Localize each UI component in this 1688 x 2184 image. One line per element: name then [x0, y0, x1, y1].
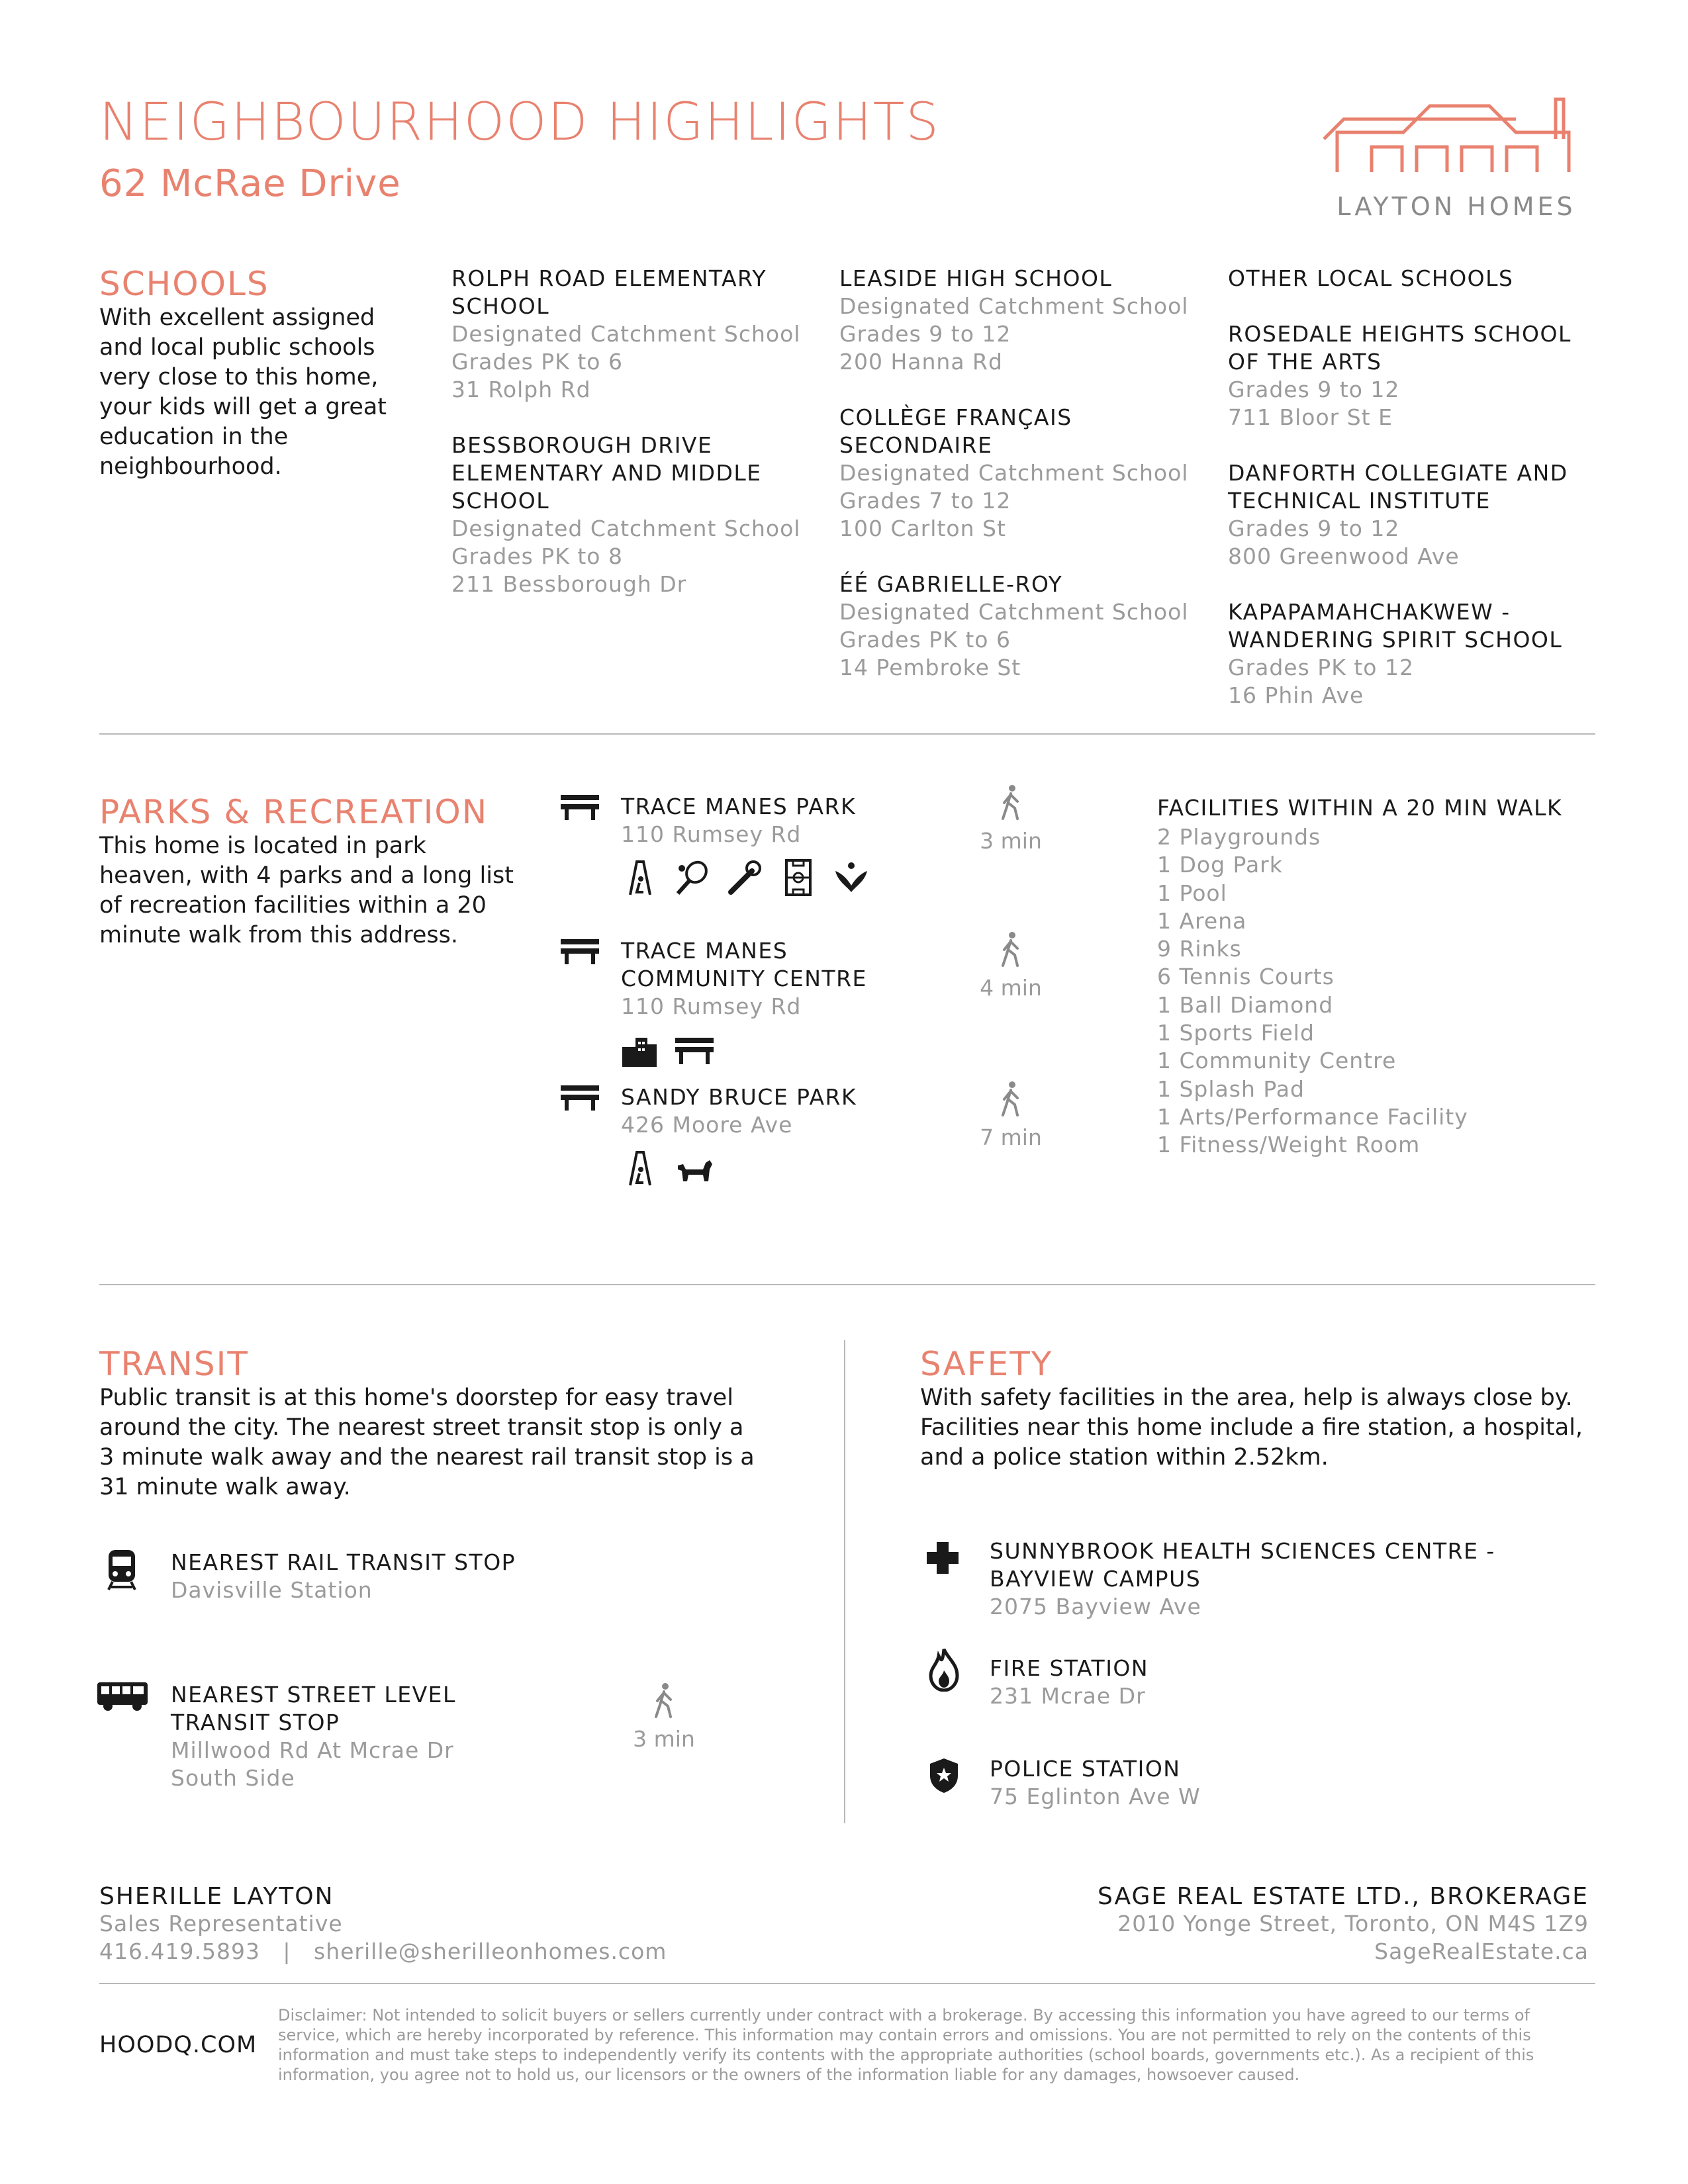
agent-phone[interactable]: 416.419.5893 — [99, 1938, 260, 1964]
school-entry — [1228, 459, 1599, 570]
agent-name: SHERILLE LAYTON — [99, 1883, 334, 1910]
park-address: 110 Rumsey Rd — [621, 821, 802, 847]
school-name: LEASIDE HIGH SCHOOL — [839, 265, 1113, 291]
school-entry — [451, 432, 822, 598]
park-name: TRACE MANES COMMUNITY CENTRE — [621, 938, 867, 991]
safety-address: 75 Eglinton Ave W — [990, 1784, 1201, 1809]
safety-address: 2075 Bayview Ave — [990, 1594, 1201, 1619]
facility-item: 1 Arts/Performance Facility — [1157, 1103, 1468, 1130]
safety-name: SUNNYBROOK HEALTH SCIENCES CENTRE - BAYVIEW CAMPUS — [990, 1538, 1495, 1592]
brokerage-info — [1098, 1883, 1589, 1966]
safety-address: 231 Mcrae Dr — [990, 1683, 1146, 1709]
school-grades: Grades PK to 12 — [1228, 655, 1414, 680]
footer-divider — [99, 1983, 1595, 1984]
parks-heading: PARKS & RECREATION — [99, 793, 489, 831]
walk-time — [614, 1682, 714, 1752]
facility-item: 1 Splash Pad — [1157, 1075, 1305, 1102]
walk-time — [961, 784, 1060, 854]
schools-column-2 — [839, 265, 1210, 709]
park-name: SANDY BRUCE PARK — [621, 1084, 857, 1110]
brokerage-website[interactable]: SageRealEstate.ca — [1374, 1938, 1589, 1964]
facility-item: 1 Pool — [1157, 880, 1227, 906]
street-transit-title: NEAREST STREET LEVEL TRANSIT STOP — [171, 1682, 456, 1735]
other-schools-heading: OTHER LOCAL SCHOOLS — [1228, 265, 1514, 291]
school-type: Designated Catchment School — [839, 293, 1189, 319]
house-logo-icon — [1317, 93, 1595, 185]
park-bench-icon — [559, 1083, 600, 1112]
school-address: 711 Bloor St E — [1228, 404, 1393, 430]
safety-name: FIRE STATION — [990, 1655, 1149, 1681]
walking-person-icon — [998, 931, 1024, 968]
sports-field-icon — [780, 859, 817, 896]
facility-item: 1 Community Centre — [1157, 1048, 1397, 1074]
park-item — [621, 1083, 965, 1187]
facility-item: 6 Tennis Courts — [1157, 964, 1335, 990]
school-type: Designated Catchment School — [451, 516, 801, 541]
contact-separator: | — [267, 1938, 306, 1964]
school-address: 14 Pembroke St — [839, 655, 1021, 680]
park-name: TRACE MANES PARK — [621, 794, 857, 819]
park-address: 110 Rumsey Rd — [621, 993, 802, 1019]
walk-time-text: 7 min — [980, 1124, 1042, 1150]
school-entry — [1228, 320, 1599, 432]
school-name: ROSEDALE HEIGHTS SCHOOL OF THE ARTS — [1228, 321, 1571, 375]
playground-icon — [621, 859, 658, 896]
facility-item: 1 Ball Diamond — [1157, 991, 1334, 1018]
schools-column-1 — [451, 265, 822, 626]
disclaimer: Disclaimer: Not intended to solicit buyers or sellers currently under contract with a brokerage. By accessing this information you have agreed to our terms of service, which are hereby incorporated by reference. This information may contain errors and omissions. You are not permitted to rely on the contents of this information and must take steps to independently verify its contents with the appropriate authorities (school boards, governments etc.). As a recipient of this information, you agree not to hold us, our licensors or the owners of the information liable for any damages, howsoever caused. — [278, 2006, 1534, 2084]
school-address: 100 Carlton St — [839, 516, 1006, 541]
community-centre-icon — [621, 1031, 658, 1068]
school-name: COLLÈGE FRANÇAIS SECONDAIRE — [839, 404, 1072, 458]
school-name: ÉÉ GABRIELLE-ROY — [839, 571, 1063, 597]
fire-flame-icon — [928, 1648, 960, 1692]
school-grades: Grades 9 to 12 — [1228, 516, 1400, 541]
school-grades: Grades 7 to 12 — [839, 488, 1011, 514]
school-type: Designated Catchment School — [839, 599, 1189, 625]
school-name: KAPAPAMAHCHAKWEW - WANDERING SPIRIT SCHOOL — [1228, 599, 1563, 653]
school-address: 200 Hanna Rd — [839, 349, 1003, 375]
facility-item: 2 Playgrounds — [1157, 824, 1321, 850]
section-divider — [99, 1284, 1595, 1285]
school-address: 800 Greenwood Ave — [1228, 543, 1460, 569]
train-icon — [106, 1549, 138, 1591]
school-grades: Grades PK to 6 — [839, 627, 1011, 653]
street-transit-name: Millwood Rd At Mcrae Dr South Side — [171, 1737, 454, 1791]
facilities-heading: FACILITIES WITHIN A 20 MIN WALK — [1157, 795, 1563, 821]
park-amenities — [621, 1150, 965, 1187]
walking-person-icon — [998, 1081, 1024, 1118]
safety-item — [990, 1537, 1599, 1621]
school-entry — [839, 265, 1210, 376]
school-address: 31 Rolph Rd — [451, 377, 591, 402]
school-grades: Grades PK to 8 — [451, 543, 623, 569]
park-amenities — [621, 859, 965, 896]
facility-item: 1 Arena — [1157, 907, 1247, 934]
school-name: ROLPH ROAD ELEMENTARY SCHOOL — [451, 265, 767, 319]
school-address: 16 Phin Ave — [1228, 682, 1364, 708]
hospital-cross-icon — [925, 1541, 960, 1575]
park-bench-icon — [559, 936, 600, 966]
rail-transit — [171, 1549, 634, 1604]
walking-person-icon — [998, 784, 1024, 821]
splash-pad-icon — [833, 859, 870, 896]
brokerage-name: SAGE REAL ESTATE LTD., BROKERAGE — [1097, 1883, 1589, 1910]
facility-item: 1 Sports Field — [1157, 1020, 1315, 1046]
school-entry — [1228, 598, 1599, 709]
school-address: 211 Bessborough Dr — [451, 571, 687, 597]
school-type: Designated Catchment School — [451, 321, 801, 347]
safety-name: POLICE STATION — [990, 1756, 1181, 1782]
walk-time-text: 3 min — [980, 828, 1042, 854]
walk-time-text: 3 min — [633, 1726, 695, 1752]
walking-person-icon — [651, 1682, 677, 1719]
safety-item — [990, 1655, 1585, 1710]
park-item — [621, 937, 965, 1068]
brokerage-address: 2010 Yonge Street, Toronto, ON M4S 1Z9 — [1117, 1911, 1589, 1936]
facility-item: 1 Dog Park — [1157, 852, 1283, 878]
school-entry — [839, 570, 1210, 682]
playground-icon — [621, 1150, 658, 1187]
park-bench-icon — [674, 1031, 715, 1068]
park-bench-icon — [559, 792, 600, 821]
school-entry — [451, 265, 822, 404]
column-divider — [844, 1340, 845, 1823]
section-divider — [99, 733, 1595, 735]
safety-item — [990, 1755, 1585, 1811]
street-transit — [171, 1681, 515, 1792]
dog-park-icon — [674, 1150, 714, 1187]
agent-info — [99, 1883, 667, 1966]
agent-contact — [99, 1938, 667, 1966]
brand-logo — [1317, 93, 1595, 225]
park-address: 426 Moore Ave — [621, 1112, 793, 1138]
park-amenities — [621, 1031, 965, 1068]
agent-email[interactable]: sherille@sherilleonhomes.com — [314, 1938, 667, 1964]
walk-time — [961, 1081, 1060, 1150]
parks-intro: This home is located in park heaven, with 4 parks and a long list of recreation facilities within a 20 minute walk from this address. — [99, 833, 514, 948]
school-grades: Grades 9 to 12 — [1228, 377, 1400, 402]
logo-text: LAYTON HOMES — [1336, 192, 1576, 221]
school-entry — [839, 404, 1210, 543]
park-item — [621, 793, 965, 896]
facility-item: 1 Fitness/Weight Room — [1157, 1132, 1421, 1158]
safety-heading: SAFETY — [920, 1345, 1053, 1383]
school-grades: Grades PK to 6 — [451, 349, 623, 375]
school-name: BESSBOROUGH DRIVE ELEMENTARY AND MIDDLE SCHOOL — [451, 432, 762, 514]
walk-time-text: 4 min — [980, 975, 1042, 1001]
schools-column-3 — [1228, 265, 1599, 737]
property-address: 62 McRae Drive — [99, 162, 401, 205]
school-type: Designated Catchment School — [839, 460, 1189, 486]
safety-intro: With safety facilities in the area, help is always close by. Facilities near this home include a fire station, a hospital, and a police station within 2.52km. — [920, 1385, 1583, 1471]
facility-item: 9 Rinks — [1157, 936, 1242, 962]
hoodq-link[interactable]: HOODQ.COM — [99, 2032, 258, 2058]
rail-transit-title: NEAREST RAIL TRANSIT STOP — [171, 1549, 516, 1575]
schools-intro: With excellent assigned and local public schools very close to this home, your kids will get a great education in the neighbourhood. — [99, 304, 387, 480]
transit-heading: TRANSIT — [99, 1345, 249, 1383]
school-name: DANFORTH COLLEGIATE AND TECHNICAL INSTITUTE — [1228, 460, 1568, 514]
police-shield-icon — [929, 1757, 959, 1794]
bus-icon — [96, 1681, 149, 1711]
schools-heading: SCHOOLS — [99, 265, 269, 303]
rail-transit-name: Davisville Station — [171, 1577, 373, 1603]
tennis-icon — [674, 859, 711, 896]
walk-time — [961, 931, 1060, 1001]
school-grades: Grades 9 to 12 — [839, 321, 1011, 347]
agent-title: Sales Representative — [99, 1911, 343, 1936]
transit-intro: Public transit is at this home's doorstep for easy travel around the city. The nearest street transit stop is only a 3 minute walk away and the nearest rail transit stop is a 31 minute walk away. — [99, 1385, 755, 1500]
facilities-list — [1157, 794, 1594, 1160]
baseball-icon — [727, 859, 764, 896]
page-title: NEIGHBOURHOOD HIGHLIGHTS — [99, 93, 940, 152]
